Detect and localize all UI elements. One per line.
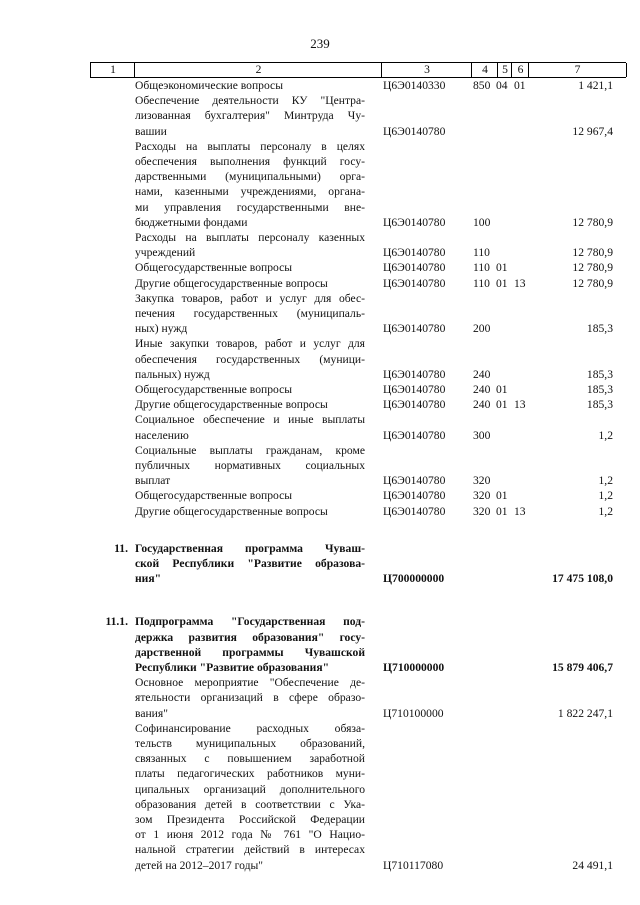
row-description-line: ципальных организаций дополнительного [135,782,365,796]
row-code: Ц6Э0140780 [383,489,446,503]
row-description-line: Обеспечение деятельности КУ "Центра- [135,94,365,108]
row-code: Ц710000000 [383,661,445,674]
row-amount: 24 491,1 [572,858,613,872]
row-expense-type: 100 [473,215,491,229]
header-col-5: 5 [497,63,512,77]
row-description-line: Расходы на выплаты персоналу казенных [135,231,365,244]
table-header [90,62,626,78]
row-code: Ц6Э0140780 [383,215,446,229]
row-expense-type: 850 [473,79,491,92]
row-description-line: Иные закупки товаров, работ и услуг для [135,337,365,351]
row-section: 01 [496,504,508,518]
row-description-line: ской Республики "Развитие образова- [135,557,365,570]
row-expense-type: 240 [473,383,491,396]
row-section: 01 [496,489,508,503]
row-code: Ц6Э0140780 [383,276,446,290]
row-description-line: Общегосударственные вопросы [135,383,293,396]
row-description-line: обеспечения выполнения функций госу- [135,155,365,168]
row-description-line: вашии [135,124,167,138]
row-amount: 1,2 [598,504,613,518]
row-code: Ц700000000 [383,572,445,586]
row-subsection: 13 [514,398,526,412]
row-description-line: Другие общегосударственные вопросы [135,276,328,290]
row-description-line: держка развития образования" госу- [135,630,365,644]
row-expense-type: 320 [473,489,491,503]
row-amount: 1,2 [598,428,613,442]
row-number: 11.1. [105,615,128,629]
row-description-line: ми управления государственными вне- [135,200,365,214]
row-amount: 185,3 [586,367,613,381]
row-code: Ц710100000 [383,706,444,720]
row-code: Ц6Э0140780 [383,504,446,518]
row-description-line: обеспечения государственных (муници- [135,352,365,366]
row-section: 01 [496,276,508,290]
row-amount: 1,2 [598,489,613,503]
row-number: 11. [114,541,128,555]
row-expense-type: 240 [473,398,491,412]
row-description-line: Республики "Развитие образования" [135,661,330,674]
row-code: Ц6Э0140780 [383,367,446,381]
row-subsection: 13 [514,276,526,290]
row-expense-type: 320 [473,474,491,488]
row-code: Ц710117080 [383,858,444,872]
row-subsection: 01 [514,79,526,92]
row-amount: 12 780,9 [572,261,613,275]
row-section: 04 [496,79,508,92]
row-code: Ц6Э0140780 [383,261,446,275]
row-description-line: Расходы на выплаты персоналу в целях [135,139,365,153]
header-col-1: 1 [90,63,135,77]
row-amount: 12 967,4 [572,124,613,138]
row-code: Ц6Э0140780 [383,383,446,396]
row-description-line: Общегосударственные вопросы [135,489,293,503]
page-number: 239 [310,36,330,51]
header-col-4: 4 [471,63,498,77]
row-description-line: ных) нужд [135,322,188,336]
row-description-line: нальной стратегии действий в интересах [135,843,365,857]
row-amount: 185,3 [586,398,613,412]
row-description-line: Подпрограмма "Государственная под- [135,615,365,629]
row-description-line: пальных) нужд [135,367,210,381]
row-section: 01 [496,383,508,396]
row-description-line: Другие общегосударственные вопросы [135,398,328,412]
row-amount: 15 879 406,7 [552,661,613,674]
row-amount: 1 822 247,1 [557,706,613,720]
row-code: Ц6Э0140330 [383,79,446,92]
row-amount: 1,2 [598,474,613,488]
row-code: Ц6Э0140780 [383,124,446,138]
row-description-line: выплат [135,474,171,488]
row-amount: 185,3 [586,383,613,396]
row-description-line: платы педагогических работников муни- [135,767,365,781]
row-description-line: ния" [135,572,162,586]
row-description-line: Государственная программа Чуваш- [135,541,365,555]
row-description-line: от 1 июня 2012 года № 761 "О Нацио- [135,828,365,842]
header-col-2: 2 [134,63,382,77]
row-amount: 12 780,9 [572,276,613,290]
row-description-line: населению [135,428,189,442]
row-expense-type: 200 [473,322,491,336]
row-amount: 1 421,1 [578,79,613,92]
header-col-3: 3 [381,63,472,77]
row-expense-type: 320 [473,504,491,518]
row-description-line: детей на 2012–2017 годы" [135,858,264,872]
row-code: Ц6Э0140780 [383,322,446,336]
row-description-line: Основное мероприятие "Обеспечение де- [135,676,365,690]
row-description-line: печения государственных (муниципаль- [135,307,365,320]
row-description-line: Социальные выплаты гражданам, кроме [135,443,365,457]
row-expense-type: 110 [473,246,490,260]
row-code: Ц6Э0140780 [383,398,446,412]
row-expense-type: 110 [473,276,490,290]
row-description-line: дарственными (муниципальными) орга- [135,170,365,184]
row-section: 01 [496,261,508,275]
row-description-line: Другие общегосударственные вопросы [135,504,328,518]
header-col-6: 6 [511,63,529,77]
row-description-line: тельств муниципальных образований, [135,737,365,750]
row-description-line: Общеэкономические вопросы [135,79,283,92]
row-description-line: вания" [135,706,168,720]
row-expense-type: 110 [473,261,490,275]
row-description-line: лизованная бухгалтерия" Минтруда Чу- [135,109,365,123]
row-amount: 185,3 [586,322,613,336]
row-description-line: Закупка товаров, работ и услуг для обес- [135,291,365,305]
row-amount: 12 780,9 [572,215,613,229]
row-code: Ц6Э0140780 [383,428,446,442]
row-description-line: дарственной программы Чувашской [135,645,365,659]
row-expense-type: 300 [473,428,491,442]
row-code: Ц6Э0140780 [383,246,446,260]
row-description-line: Общегосударственные вопросы [135,261,293,275]
row-description-line: бюджетными фондами [135,215,248,229]
row-description-line: Софинансирование расходных обяза- [135,721,365,735]
row-description-line: ятельности организаций в сфере образо- [135,691,365,705]
row-description-line: публичных нормативных социальных [135,459,365,472]
row-description-line: нами, казенными учреждениями, органа- [135,185,365,199]
row-description-line: учреждений [135,246,196,260]
row-subsection: 13 [514,504,526,518]
row-description-line: связанных с повышением заработной [135,752,365,766]
header-col-7: 7 [528,63,627,77]
row-expense-type: 240 [473,367,491,381]
row-amount: 17 475 108,0 [552,572,613,586]
row-description-line: образования детей в соответствии с Ука- [135,797,365,811]
row-description-line: Социальное обеспечение и иные выплаты [135,413,365,427]
row-description-line: зом Президента Российской Федерации [135,813,365,826]
row-amount: 12 780,9 [572,246,613,260]
row-section: 01 [496,398,508,412]
row-code: Ц6Э0140780 [383,474,446,488]
